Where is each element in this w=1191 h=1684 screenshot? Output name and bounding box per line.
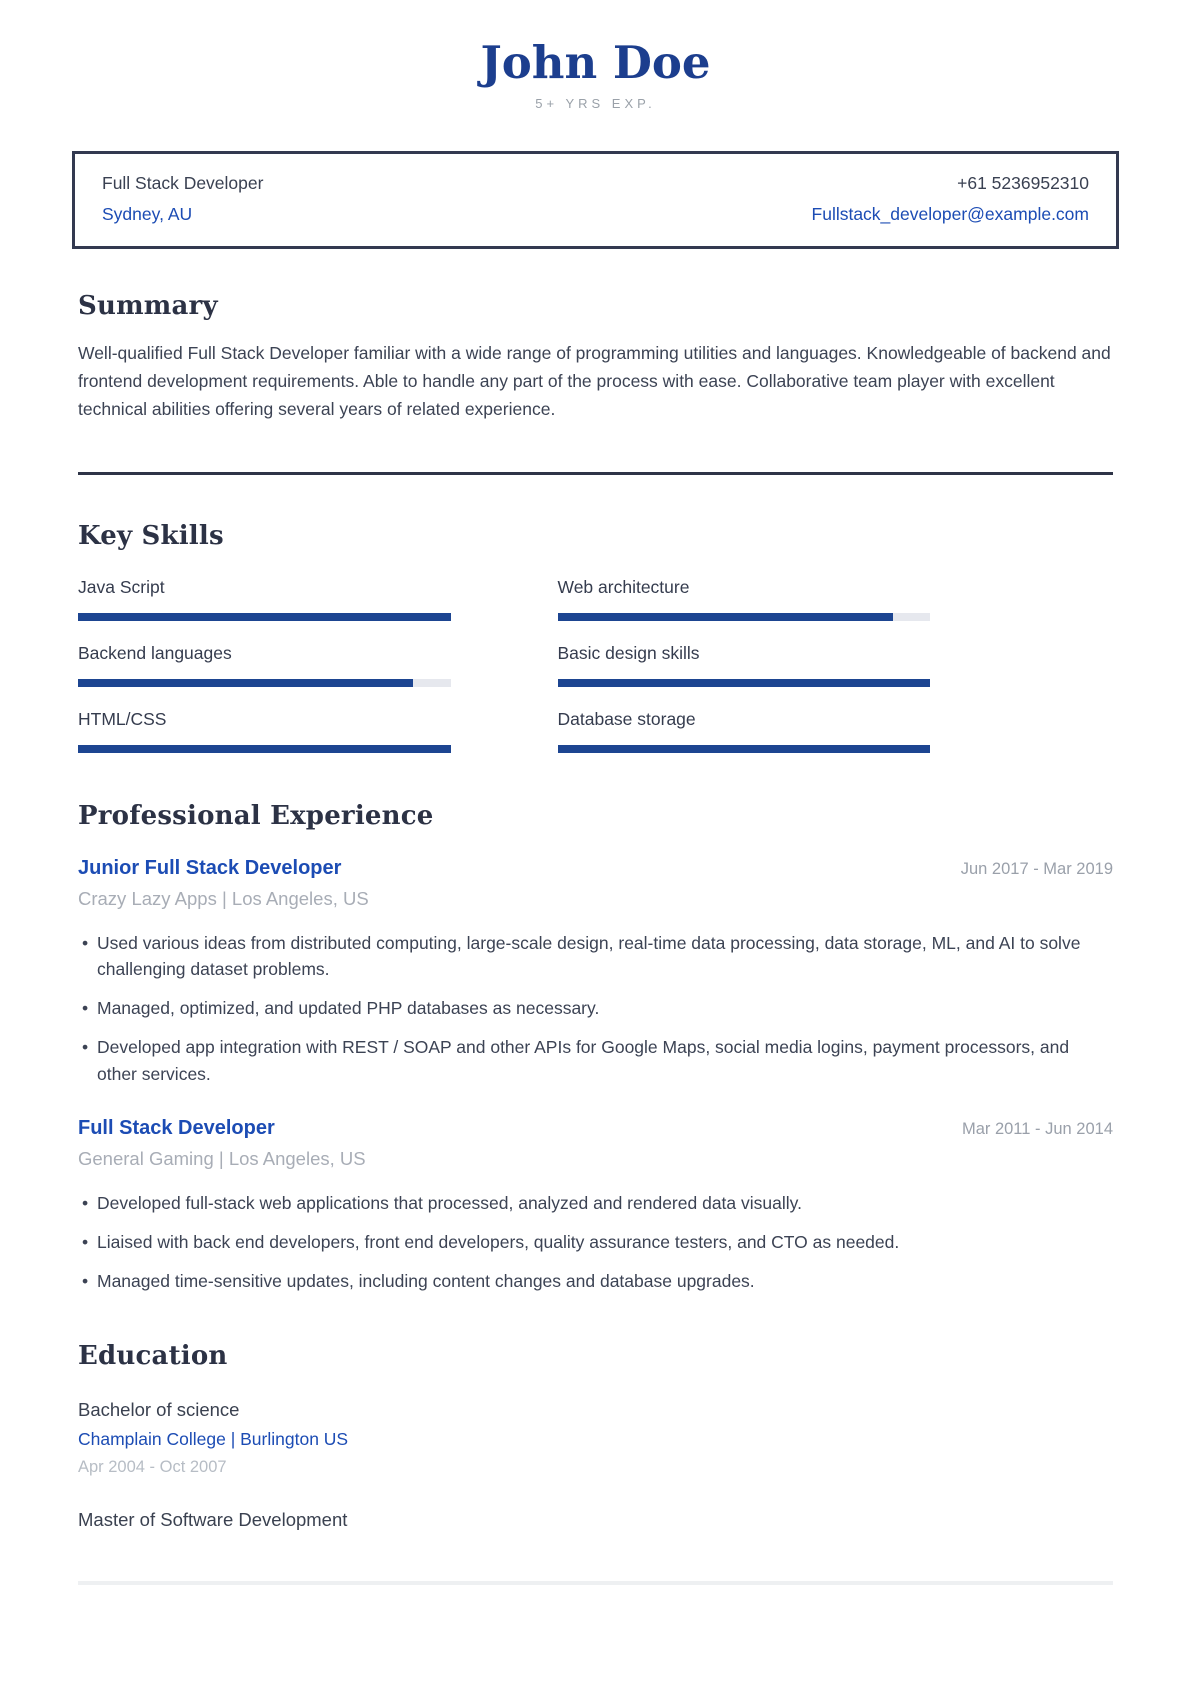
skill-bar-track — [558, 613, 931, 621]
skill-bar-fill — [78, 679, 413, 687]
job-bullet: • Liaised with back end developers, front end developers, quality assurance testers, and CTO as needed. — [78, 1229, 1113, 1255]
job-company: General Gaming | Los Angeles, US — [78, 1147, 366, 1169]
job-title-row — [78, 857, 1113, 880]
contact-location: Sydney, AU — [102, 203, 193, 224]
skill-bar-track — [78, 613, 451, 621]
skill-label: Basic design skills — [557, 642, 700, 663]
job-bullet: • Developed app integration with REST / SOAP and other APIs for Google Maps, social media logins, payment processors, and other services. — [78, 1034, 1113, 1087]
skill-bar-fill — [558, 613, 893, 621]
education-school: Champlain College | Burlington US — [78, 1428, 349, 1449]
education-section — [78, 1341, 1113, 1531]
skill-label: Database storage — [557, 708, 696, 729]
skill-item — [558, 709, 931, 753]
skill-bar-track — [78, 745, 451, 753]
job-bullet-list — [78, 1190, 1113, 1295]
summary-text: Well-qualified Full Stack Developer familiar with a wide range of programming utilities and languages. Knowledgeable of backend and frontend development requirements. Able to handle any part of the process with ease. Collaborative team player with excellent technical abilities offering several years of related experience. — [78, 342, 1111, 420]
job-title-row — [78, 1117, 1113, 1140]
education-heading: Education — [78, 1340, 228, 1371]
contact-email-link[interactable]: Fullstack_developer@example.com — [811, 203, 1089, 224]
education-degree: Master of Software Development — [78, 1508, 348, 1530]
job-entry — [78, 857, 1113, 1087]
contact-row-top — [102, 173, 1089, 194]
skill-label: Web architecture — [557, 576, 690, 597]
contact-phone: +61 5236952310 — [957, 172, 1089, 193]
skill-bar-track — [78, 679, 451, 687]
skill-bar-track — [558, 679, 931, 687]
job-bullet: • Used various ideas from distributed computing, large-scale design, real-time data processing, data storage, ML, and AI to solve challenging dataset problems. — [78, 930, 1113, 983]
summary-heading: Summary — [78, 290, 218, 321]
key-skills-heading: Key Skills — [78, 520, 224, 551]
skill-bar-track — [558, 745, 931, 753]
contact-row-bottom — [102, 204, 1089, 225]
key-skills-section — [78, 521, 1113, 753]
job-bullet: • Managed time-sensitive updates, including content changes and database upgrades. — [78, 1268, 1113, 1294]
skill-bar-fill — [558, 745, 931, 753]
education-entry — [78, 1399, 1113, 1477]
contact-box — [72, 151, 1119, 249]
skills-grid — [78, 577, 930, 753]
skill-bar-fill — [78, 745, 451, 753]
experience-heading: Professional Experience — [78, 800, 434, 831]
resume-header — [0, 38, 1191, 111]
job-bullet: • Managed, optimized, and updated PHP databases as necessary. — [78, 995, 1113, 1021]
skill-item — [78, 577, 451, 621]
skill-label: Backend languages — [78, 642, 232, 663]
bottom-divider — [78, 1581, 1113, 1585]
resume-body — [78, 291, 1113, 1585]
contact-role: Full Stack Developer — [102, 172, 264, 193]
skill-label: Java Script — [78, 576, 165, 597]
experience-section — [78, 801, 1113, 1295]
skill-bar-fill — [78, 613, 451, 621]
education-degree: Bachelor of science — [78, 1398, 240, 1420]
skill-item — [78, 709, 451, 753]
skill-label: HTML/CSS — [78, 708, 167, 729]
summary-section — [78, 291, 1113, 424]
job-company: Crazy Lazy Apps | Los Angeles, US — [78, 887, 369, 909]
skill-item — [558, 643, 931, 687]
education-entry — [78, 1509, 1113, 1531]
job-dates: Jun 2017 - Mar 2019 — [960, 859, 1113, 878]
skill-item — [558, 577, 931, 621]
skill-bar-fill — [558, 679, 931, 687]
experience-tagline: 5+ YRS EXP. — [535, 95, 656, 111]
skill-item — [78, 643, 451, 687]
job-title: Junior Full Stack Developer — [78, 856, 342, 879]
section-divider — [78, 472, 1113, 475]
job-bullet-list — [78, 930, 1113, 1087]
job-title: Full Stack Developer — [78, 1116, 275, 1139]
candidate-name: John Doe — [480, 36, 711, 89]
education-dates: Apr 2004 - Oct 2007 — [78, 1457, 227, 1476]
job-entry — [78, 1117, 1113, 1295]
job-dates: Mar 2011 - Jun 2014 — [961, 1119, 1113, 1138]
job-bullet: • Developed full-stack web applications that processed, analyzed and rendered data visually. — [78, 1190, 1113, 1216]
